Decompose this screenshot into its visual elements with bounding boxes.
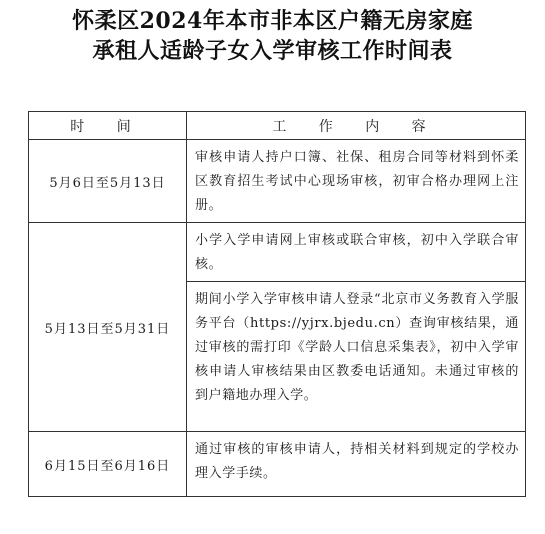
table-row [29,432,526,497]
table-row [29,140,526,223]
row-content: 期间小学入学审核申请人登录“北京市义务教育入学服务平台（https://yjrx.bjedu.cn）查询审核结果，通过审核的需打印《学龄人口信息采集表》，初中入学审核申请人审核结果由区教委电话通知。未通过审核的到户籍地办理入学。 [187,282,526,432]
row-content: 通过审核的审核申请人，持相关材料到规定的学校办理入学手续。 [187,432,526,497]
title-line-2: 承租人适龄子女入学审核工作时间表 [92,38,453,64]
row-time: 6月15日至6月16日 [29,432,187,497]
row-time: 5月13日至5月31日 [29,223,187,432]
title-line-1: 怀柔区2024年本市非本区户籍无房家庭 [72,8,473,34]
table-row [29,223,526,282]
document-title [0,6,545,66]
schedule-table [28,111,526,497]
header-content: 工 作 内 容 [187,112,526,140]
table-header-row [29,112,526,140]
row-time: 5月6日至5月13日 [29,140,187,223]
row-content: 小学入学申请网上审核或联合审核，初中入学联合审核。 [187,223,526,282]
row-content: 审核申请人持户口簿、社保、租房合同等材料到怀柔区教育招生考试中心现场审核，初审合格办理网上注册。 [187,140,526,223]
header-time: 时 间 [29,112,187,140]
